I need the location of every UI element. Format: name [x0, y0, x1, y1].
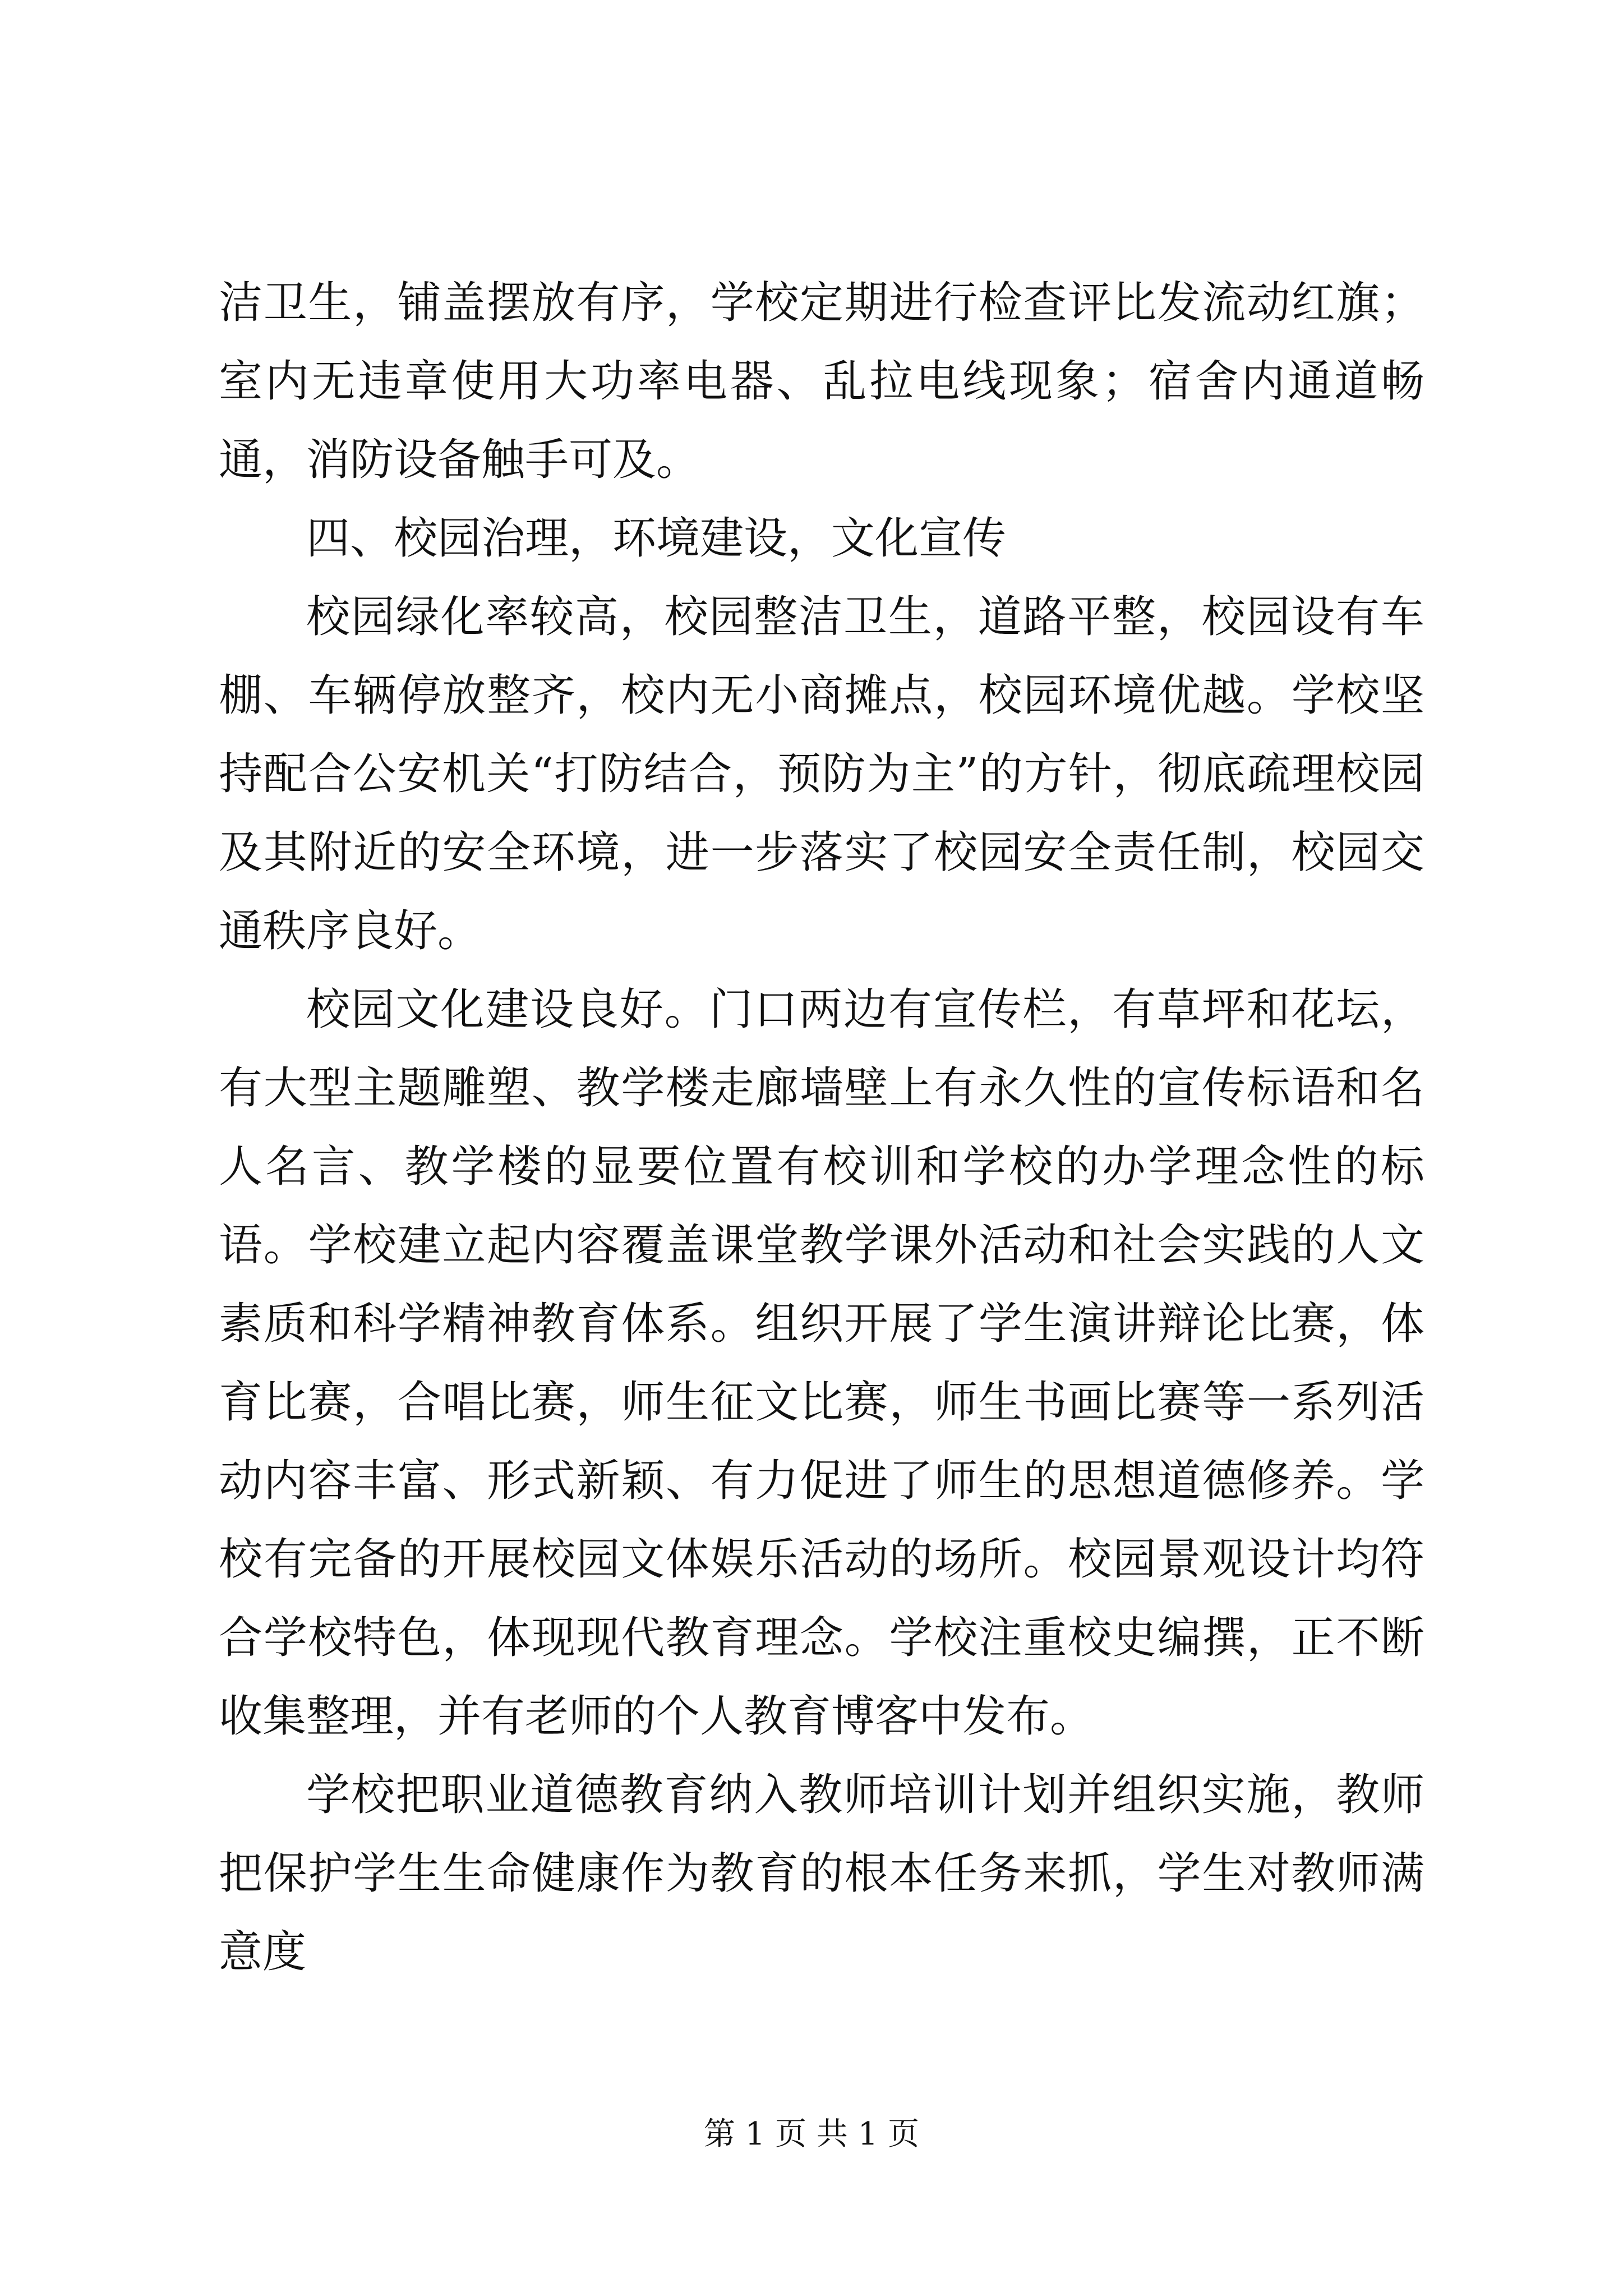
- paragraph-continuation: 洁卫生，铺盖摆放有序，学校定期进行检查评比发流动红旗；室内无违章使用大功率电器、乱拉电线现象；宿舍内通道畅通，消防设备触手可及。: [219, 278, 1424, 485]
- document-body: [219, 264, 1424, 1991]
- paragraph-campus-culture: 校园文化建设良好。门口两边有宣传栏，有草坪和花坛，有大型主题雕塑、教学楼走廊墙壁上有永久性的宣传标语和名人名言、教学楼的显要位置有校训和学校的办学理念性的标语。学校建立起内容覆盖课堂教学课外活动和社会实践的人文素质和科学精神教育体系。组织开展了学生演讲辩论比赛，体育比赛，合唱比赛，师生征文比赛，师生书画比赛等一系列活动内容丰富、形式新颖、有力促进了师生的思想道德修养。学校有完备的开展校园文体娱乐活动的场所。校园景观设计均符合学校特色，体现现代教育理念。学校注重校史编撰，正不断收集整理，并有老师的个人教育博客中发布。: [219, 984, 1424, 1742]
- paragraph-campus-environment: 校园绿化率较高，校园整洁卫生，道路平整，校园设有车棚、车辆停放整齐，校内无小商摊点，校园环境优越。学校坚持配合公安机关“打防结合，预防为主”的方针，彻底疏理校园及其附近的安全环境，进一步落实了校园安全责任制，校园交通秩序良好。: [219, 592, 1424, 956]
- section-heading: 四、校园治理，环境建设，文化宣传: [306, 513, 1007, 564]
- page-footer: 第 1 页 共 1 页: [703, 2116, 920, 2152]
- paragraph-teacher-ethics: 学校把职业道德教育纳入教师培训计划并组织实施，教师把保护学生生命健康作为教育的根本任务来抓，学生对教师满意度: [219, 1770, 1424, 1977]
